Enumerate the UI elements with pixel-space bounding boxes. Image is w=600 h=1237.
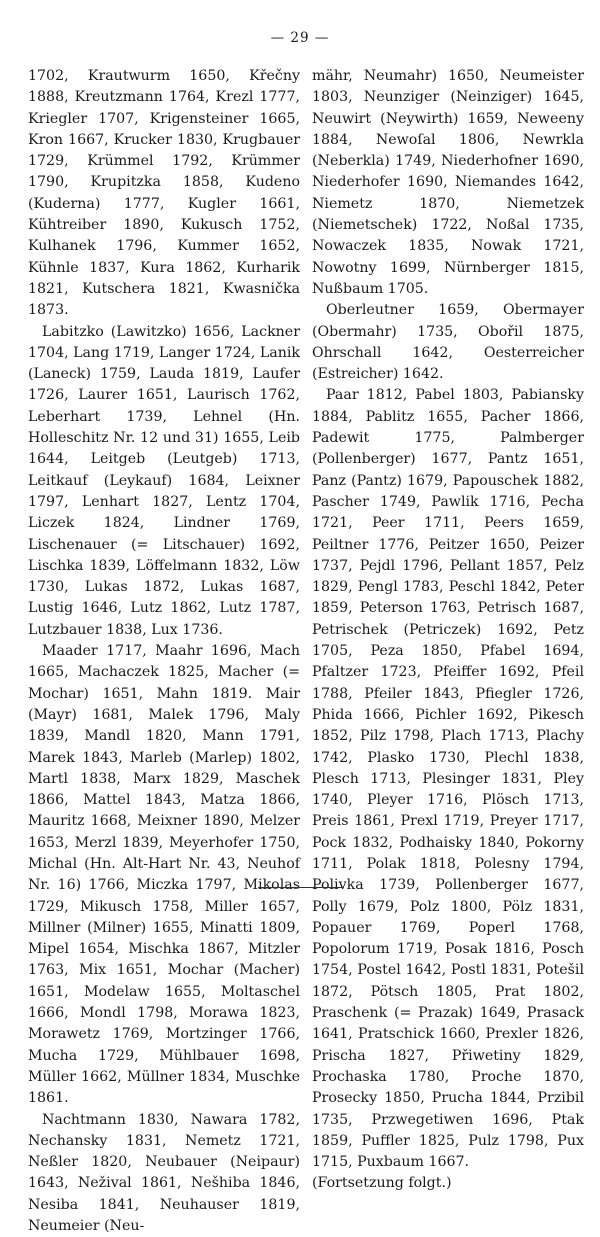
continuation-note: (Fortsetzung folgt.): [312, 1175, 452, 1192]
paragraph-o: Oberleutner 1659, Obermayer (Obermahr) 1735, Obořil 1875, Ohrschall 1642, Oesterreicher (Estreicher) 1642.: [312, 302, 584, 383]
right-column: [312, 66, 584, 1192]
left-column: [28, 66, 300, 1235]
paragraph-l: Labitzko (Lawitzko) 1656, Lackner 1704, Lang 1719, Langer 1724, Lanik (Laneck) 1759, Lauda 1819, Laufer 1726, Laurer 1651, Laurisch 1762, Leberhart 1739, Lehnel (Hn. Holleschitz Nr. 12 und 31) 1655, Leib 1644, Leitgeb (Leutgeb) 1713, Leitkauf (Leykauf) 1684, Leixner 1797, Lenhart 1827, Lentz 1704, Liczek 1824, Lindner 1769, Lischenauer (= Litschauer) 1692, Lischka 1839, Löffelmann 1832, Löw 1730, Lukas 1872, Lukas 1687, Lustig 1646, Lutz 1862, Lutz 1787, Lutzbauer 1838, Lux 1736.: [28, 323, 300, 638]
paragraph-n-continuation: mähr, Neumahr) 1650, Neumeister 1803, Neunziger (Neinziger) 1645, Neuwirt (Neywirth) 1659, Neweeny 1884, Newoſal 1806, Newrkla (Neberkla) 1749, Niederhofner 1690, Niederhofer 1690, Niemandes 1642, Niemetz 1870, Niemetzek (Niemetschek) 1722, Noßal 1735, Nowaczek 1835, Nowak 1721, Nowotny 1699, Nürnberger 1815, Nußbaum 1705.: [312, 68, 584, 297]
paragraph-k-continuation: 1702, Krautwurm 1650, Křečny 1888, Kreutzmann 1764, Krezl 1777, Kriegler 1707, Krigensteiner 1665, Kron 1667, Krucker 1830, Krugbauer 1729, Krümmel 1792, Krümmer 1790, Krupitzka 1858, Kudeno (Kuderna) 1777, Kugler 1661, Kühtreiber 1890, Kukusch 1752, Kulhanek 1796, Kummer 1652, Kühnle 1837, Kura 1862, Kurharik 1821, Kutschera 1821, Kwasnička 1873.: [28, 68, 300, 319]
page-number: — 29 —: [270, 30, 330, 46]
paragraph-m: Maader 1717, Maahr 1696, Mach 1665, Machaczek 1825, Macher (= Mochar) 1651, Mahn 1819. Mair (Mayr) 1681, Malek 1796, Maly 1839, Mandl 1820, Mann 1791, Marek 1843, Marleb (Marlep) 1802, Martl 1838, Marx 1829, Maschek 1866, Mattel 1843, Matza 1866, Mauritz 1668, Meixner 1890, Melzer 1653, Merzl 1839, Meyerhofer 1750, Michal (Hn. Alt-Hart Nr. 43, Neuhof Nr. 16) 1766, Miczka 1797, Mikolas 1729, Mikusch 1758, Miller 1657, Millner (Milner) 1655, Minatti 1809, Mipel 1654, Mischka 1867, Mitzler 1763, Mix 1651, Mochar (Macher) 1651, Modelaw 1655, Moltaschel 1666, Mondl 1798, Morawa 1823, Morawetz 1769, Mortzinger 1766, Mucha 1729, Mühlbauer 1698, Müller 1662, Müllner 1834, Muschke 1861.: [28, 643, 300, 1107]
text-columns: [28, 66, 584, 1235]
paragraph-p: Paar 1812, Pabel 1803, Pabiansky 1884, Pablitz 1655, Pacher 1866, Padewit 1775, Palmberger (Pollenberger) 1677, Pantz 1651, Panz (Pantz) 1679, Papouschek 1882, Pascher 1749, Pawlik 1716, Pecha 1721, Peer 1711, Peers 1659, Peiltner 1776, Peitzer 1650, Peizer 1737, Pejdl 1796, Pellant 1857, Pelz 1829, Pengl 1783, Peschl 1842, Peter 1859, Peterson 1763, Petrisch 1687, Petrischek (Petriczek) 1692, Petz 1705, Peza 1850, Pfabel 1694, Pfaltzer 1723, Pfeiffer 1692, Pfeil 1788, Pfeiler 1843, Pfiegler 1726, Phida 1666, Pichler 1692, Pikesch 1852, Pilz 1798, Plach 1713, Plachy 1742, Plasko 1730, Plechl 1838, Plesch 1713, Plesinger 1831, Pley 1740, Pleyer 1716, Plösch 1713, Preis 1861, Prexl 1719, Preyer 1717, Pock 1832, Podhaisky 1840, Pokorny 1711, Polak 1818, Polesny 1794, Polivka 1739, Pollenberger 1677, Polly 1679, Polz 1800, Pölz 1831, Popauer 1769, Poperl 1768, Popolorum 1719, Posak 1816, Posch 1754, Postel 1642, Postl 1831, Potešil 1872, Pötsch 1805, Prat 1802, Praschenk (= Prazak) 1649, Prasack 1641, Pratschick 1660, Prexler 1826, Prischa 1827, Přiwetiny 1829, Prochaska 1780, Proche 1870, Prosecky 1850, Prucha 1844, Przibil 1735, Przwegetiwen 1696, Ptak 1859, Puffler 1825, Pulz 1798, Pux 1715, Puxbaum 1667.: [312, 387, 584, 1171]
bottom-divider: [258, 887, 344, 888]
paragraph-n: Nachtmann 1830, Nawara 1782, Nechansky 1831, Nemetz 1721, Neßler 1820, Neubauer (Neipaur) 1643, Nežival 1861, Nešhiba 1846, Nesiba 1841, Neuhauser 1819, Neumeier (Neu-: [28, 1111, 300, 1235]
